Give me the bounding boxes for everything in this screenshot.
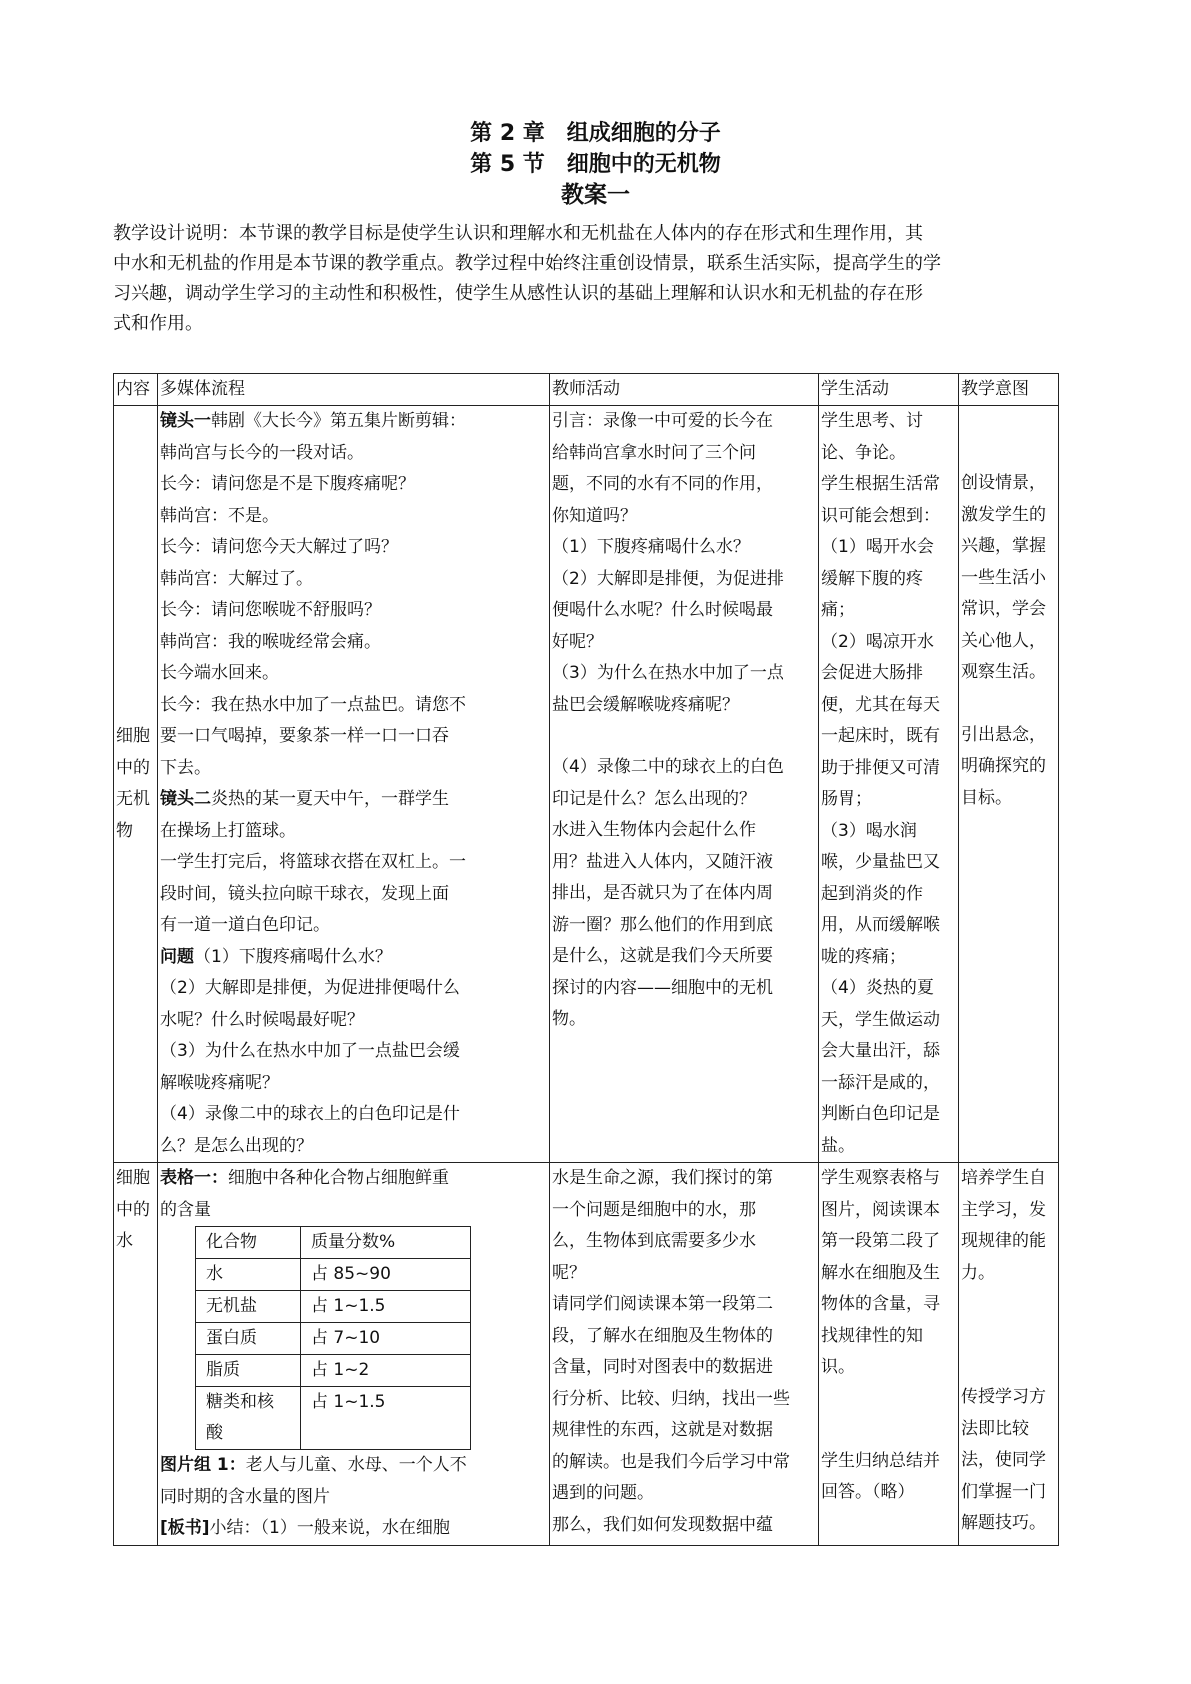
text-line: 游一圈？那么他们的作用到底: [552, 914, 773, 935]
text-line: 天，学生做运动: [821, 1009, 940, 1030]
table-one-caption-cont: 的含量: [160, 1199, 211, 1220]
text-line: 判断白色印记是: [821, 1104, 940, 1124]
line-text: 水呢？什么时候喝最好呢？: [160, 1009, 364, 1030]
header-teacher-activity: 教师活动: [550, 374, 819, 406]
text-line: [160, 438, 547, 470]
text-line: [961, 406, 1056, 437]
compound-row: [196, 1387, 471, 1450]
row1-intent-cell: [959, 406, 1059, 1163]
text-line: 盐。: [821, 1135, 855, 1156]
description-line: 教学设计说明：本节课的教学目标是使学生认识和理解水和无机盐在人体内的存在形式和生理作用，其: [113, 223, 923, 244]
text-line: 找规律性的知: [821, 1325, 923, 1346]
compound-name: 蛋白质: [196, 1323, 301, 1355]
text-line: 明确探究的: [961, 756, 1046, 776]
text-line: 图片，阅读课本: [821, 1199, 940, 1220]
text-line: 助于排便又可清: [821, 757, 940, 778]
line-text: 长今：我在热水中加了一点盐巴。请您不: [160, 694, 466, 715]
text-line: 兴趣，掌握: [961, 536, 1046, 556]
text-line: 细胞: [116, 726, 150, 746]
text-line: 一舔汗是咸的，: [821, 1072, 940, 1093]
line-text: 解喉咙疼痛呢？: [160, 1072, 279, 1093]
text-line: 主学习，发: [961, 1199, 1046, 1220]
text-line: 请同学们阅读课本第一段第二: [552, 1294, 773, 1314]
text-line: [160, 1005, 547, 1037]
text-line: 观察生活。: [961, 662, 1046, 682]
line-text: 长今端水回来。: [160, 663, 279, 683]
line-text: 韩尚宫：大解过了。: [160, 568, 313, 589]
text-line: 一些生活小: [961, 567, 1046, 588]
line-text: 老人与儿童、水母、一个人不: [245, 1455, 467, 1475]
text-line: 你知道吗？: [552, 505, 637, 526]
text-line: 法即比较: [961, 1418, 1029, 1439]
text-line: 喉，少量盐巴又: [821, 852, 940, 872]
text-line: [160, 501, 547, 533]
table-row-water: [114, 1163, 1059, 1546]
text-line: （4）炎热的夏: [821, 978, 934, 998]
text-line: [160, 879, 547, 911]
text-line: 印记是什么？怎么出现的？: [552, 788, 756, 809]
text-line: 识。: [821, 1357, 855, 1377]
text-line: 那么，我们如何发现数据中蕴: [552, 1514, 773, 1535]
line-text: 同时期的含水量的图片: [160, 1486, 330, 1507]
text-line: （4）录像二中的球衣上的白色: [552, 757, 784, 777]
compound-header-fraction: 质量分数%: [301, 1227, 471, 1259]
row2-media-cell: [158, 1163, 550, 1546]
text-line: 么，生物体到底需要多少水: [552, 1231, 756, 1251]
text-line: 解水在细胞及生: [821, 1262, 940, 1283]
compound-fraction: 占 1~2: [301, 1355, 471, 1387]
text-line: [160, 406, 547, 438]
text-line: [961, 689, 1056, 720]
row1-student-cell: [819, 406, 959, 1163]
text-line: 们掌握一门: [961, 1481, 1046, 1502]
text-line: 传授学习方: [961, 1387, 1046, 1407]
text-line: [160, 1099, 547, 1131]
text-line: [160, 973, 547, 1005]
text-line: （1）喝开水会: [821, 537, 934, 557]
text-line: [821, 1384, 956, 1415]
row2-student-cell: [819, 1163, 959, 1546]
line-text: 韩尚宫：我的喉咙经常会痛。: [160, 631, 381, 652]
text-line: [961, 1320, 1056, 1351]
text-line: 第一段第二段了: [821, 1231, 940, 1251]
text-line: 用？盐进入人体内，又随汗液: [552, 851, 773, 872]
text-line: 规律性的东西，这就是对数据: [552, 1420, 773, 1440]
text-line: 物: [116, 820, 133, 841]
text-line: [160, 1036, 547, 1068]
text-line: 会大量出汗，舔: [821, 1041, 940, 1061]
text-line: 呢？: [552, 1262, 586, 1283]
text-line: （1）下腹疼痛喝什么水？: [552, 537, 750, 557]
line-text: 在操场上打篮球。: [160, 820, 296, 841]
compound-fraction: 占 1~1.5: [301, 1291, 471, 1323]
text-line: 探讨的内容——细胞中的无机: [552, 977, 773, 998]
text-line: [961, 1351, 1056, 1382]
line-text: 长今：请问您是不是下腹疼痛呢？: [160, 474, 415, 494]
text-line: [821, 1415, 956, 1446]
text-line: 题，不同的水有不同的作用，: [552, 474, 773, 494]
bold-label: 问题: [160, 946, 194, 967]
row1-media-cell: [158, 406, 550, 1163]
text-line: 回答。（略）: [821, 1482, 915, 1502]
text-line: 好呢？: [552, 631, 603, 652]
text-line: 法，使同学: [961, 1450, 1046, 1470]
line-text: （2）大解即是排便，为促进排便喝什么: [160, 978, 460, 998]
line-text: 长今：请问您今天大解过了吗？: [160, 537, 398, 557]
section-title: 第 5 节 细胞中的无机物: [470, 152, 721, 177]
text-line: 激发学生的: [961, 504, 1046, 525]
text-line: 学生根据生活常: [821, 474, 940, 494]
text-line: [160, 1513, 547, 1545]
text-line: 是什么，这就是我们今天所要: [552, 946, 773, 966]
row2-intent-cell: [959, 1163, 1059, 1546]
text-line: 目标。: [961, 787, 1012, 808]
text-line: [160, 690, 547, 722]
bold-label: 镜头二: [160, 789, 211, 809]
document-titles: [0, 118, 1191, 211]
text-line: 物。: [552, 1009, 586, 1029]
text-line: 引言：录像一中可爱的长今在: [552, 411, 773, 431]
compound-row: [196, 1355, 471, 1387]
text-line: 解题技巧。: [961, 1513, 1046, 1533]
row1-content-cell: [114, 406, 158, 1163]
text-line: 培养学生自: [961, 1168, 1046, 1188]
text-line: 段，了解水在细胞及生物体的: [552, 1325, 773, 1346]
lesson-plan-table: [113, 373, 1059, 1546]
compound-name: 无机盐: [196, 1291, 301, 1323]
text-line: [160, 1131, 547, 1163]
text-line: 学生思考、讨: [821, 411, 923, 431]
text-line: 用，从而缓解喉: [821, 915, 940, 935]
table-one-caption: 细胞中各种化合物占细胞鲜重: [228, 1168, 449, 1188]
design-description: [113, 219, 1083, 339]
table-header-row: [114, 374, 1059, 406]
text-line: 中的: [116, 1199, 150, 1220]
row1-teacher-cell: [550, 406, 819, 1163]
line-text: （3）为什么在热水中加了一点盐巴会缓: [160, 1041, 460, 1061]
text-line: 咙的疼痛；: [821, 946, 906, 967]
text-line: 一个问题是细胞中的水，那: [552, 1199, 756, 1220]
text-line: 学生归纳总结并: [821, 1450, 940, 1471]
text-line: 遇到的问题。: [552, 1483, 654, 1503]
text-line: 痛；: [821, 600, 855, 620]
text-line: [160, 595, 547, 627]
line-text: （4）录像二中的球衣上的白色印记是什: [160, 1104, 460, 1124]
text-line: [160, 816, 547, 848]
text-line: 引出悬念，: [961, 724, 1046, 745]
compound-fraction: 占 1~1.5: [301, 1387, 471, 1450]
header-media-flow: 多媒体流程: [158, 374, 550, 406]
table-row-inorganic: [114, 406, 1059, 1163]
text-line: 水是生命之源，我们探讨的第: [552, 1168, 773, 1188]
compound-header-name: 化合物: [196, 1227, 301, 1259]
text-line: 盐巴会缓解喉咙疼痛呢？: [552, 694, 739, 715]
text-line: 创设情景，: [961, 473, 1046, 493]
line-text: 韩尚宫与长今的一段对话。: [160, 442, 364, 463]
header-teaching-intent: 教学意图: [959, 374, 1059, 406]
compound-fraction: 占 85~90: [301, 1259, 471, 1291]
text-line: [160, 784, 547, 816]
text-line: [160, 1068, 547, 1100]
text-line: （3）为什么在热水中加了一点: [552, 663, 784, 683]
line-text: 炎热的某一夏天中午，一群学生: [211, 789, 449, 809]
compound-name: 糖类和核酸: [196, 1387, 301, 1450]
text-line: 水进入生物体内会起什么作: [552, 820, 756, 840]
table-one-label: 表格一：: [160, 1168, 228, 1188]
bold-label: 镜头一: [160, 411, 211, 431]
line-text: 一学生打完后，将篮球衣搭在双杠上。一: [160, 852, 466, 872]
row2-teacher-cell: [550, 1163, 819, 1546]
description-line: 中水和无机盐的作用是本节课的教学重点。教学过程中始终注重创设情景，联系生活实际，提高学生的学: [113, 253, 941, 274]
text-line: 含量，同时对图表中的数据进: [552, 1357, 773, 1377]
row2-content-cell: [114, 1163, 158, 1546]
text-line: [961, 437, 1056, 468]
line-text: 有一道一道白色印记。: [160, 915, 330, 935]
text-line: 力。: [961, 1262, 995, 1283]
text-line: 给韩尚宫拿水时问了三个问: [552, 442, 756, 463]
text-line: 常识，学会: [961, 599, 1046, 619]
text-line: [160, 1482, 547, 1514]
text-line: 无机: [116, 789, 150, 809]
line-text: 段时间，镜头拉向晾干球衣，发现上面: [160, 883, 449, 904]
text-line: [160, 469, 547, 501]
text-line: 物体的含量，寻: [821, 1294, 940, 1314]
text-line: [160, 910, 547, 942]
line-text: 下去。: [160, 757, 211, 778]
text-line: 论、争论。: [821, 442, 906, 463]
compound-fraction: 占 7~10: [301, 1323, 471, 1355]
description-line: 习兴趣，调动学生学习的主动性和积极性，使学生从感性认识的基础上理解和认识水和无机盐的存在形: [113, 283, 923, 304]
line-text: 要一口气喝掉，要象茶一样一口一口吞: [160, 726, 449, 746]
text-line: [160, 721, 547, 753]
table-one-heading: [160, 1163, 547, 1195]
text-line: 细胞: [116, 1168, 150, 1188]
text-line: [160, 753, 547, 785]
line-text: 韩尚宫：不是。: [160, 505, 279, 526]
header-student-activity: 学生活动: [819, 374, 959, 406]
compound-row: [196, 1323, 471, 1355]
text-line: 排出，是否就只为了在体内周: [552, 883, 773, 903]
text-line: 行分析、比较、归纳，找出一些: [552, 1388, 790, 1409]
text-line: [160, 1450, 547, 1482]
text-line: 便喝什么水呢？什么时候喝最: [552, 600, 773, 620]
compound-name: 脂质: [196, 1355, 301, 1387]
chapter-title: 第 2 章 组成细胞的分子: [470, 121, 721, 146]
row2-media-tail: [160, 1450, 547, 1545]
compound-row: [196, 1259, 471, 1291]
text-line: 水: [116, 1231, 133, 1251]
compound-name: 水: [196, 1259, 301, 1291]
line-text: （1）下腹疼痛喝什么水？: [194, 946, 392, 967]
description-line: 式和作用。: [113, 313, 203, 334]
text-line: [961, 1289, 1056, 1320]
text-line: 现规律的能: [961, 1231, 1046, 1251]
text-line: 缓解下腹的疼: [821, 568, 923, 589]
line-text: 小结：（1）一般来说，水在细胞: [209, 1518, 450, 1538]
text-line: [160, 564, 547, 596]
text-line: 起到消炎的作: [821, 883, 923, 904]
text-line: 便，尤其在每天: [821, 694, 940, 715]
text-line: 的解读。也是我们今后学习中常: [552, 1451, 790, 1472]
text-line: [160, 847, 547, 879]
bold-label: [板书]: [160, 1518, 210, 1538]
text-line: [160, 942, 547, 974]
text-line: [160, 627, 547, 659]
text-line: 一起床时，既有: [821, 726, 940, 746]
text-line: 识可能会想到：: [821, 505, 940, 526]
line-text: 韩剧《大长今》第五集片断剪辑：: [211, 411, 466, 431]
text-line: （3）喝水润: [821, 820, 917, 841]
text-line: 会促进大肠排: [821, 663, 923, 683]
text-line: 学生观察表格与: [821, 1168, 940, 1188]
text-line: [160, 532, 547, 564]
text-line: 肠胃；: [821, 789, 872, 809]
header-content: 内容: [114, 374, 158, 406]
lesson-plan-title: 教案一: [561, 182, 630, 208]
text-line: [160, 658, 547, 690]
compound-header-row: [196, 1227, 471, 1259]
text-line: （2）大解即是排便，为促进排: [552, 568, 784, 589]
text-line: 关心他人，: [961, 630, 1046, 651]
bold-label: 图片组 1：: [160, 1455, 246, 1475]
compound-row: [196, 1291, 471, 1323]
text-line: （2）喝凉开水: [821, 631, 934, 652]
line-text: 么？是怎么出现的？: [160, 1135, 313, 1156]
compound-content-table: [195, 1226, 471, 1450]
text-line: 中的: [116, 757, 150, 778]
line-text: 长今：请问您喉咙不舒服吗？: [160, 600, 381, 620]
text-line: [552, 721, 816, 752]
